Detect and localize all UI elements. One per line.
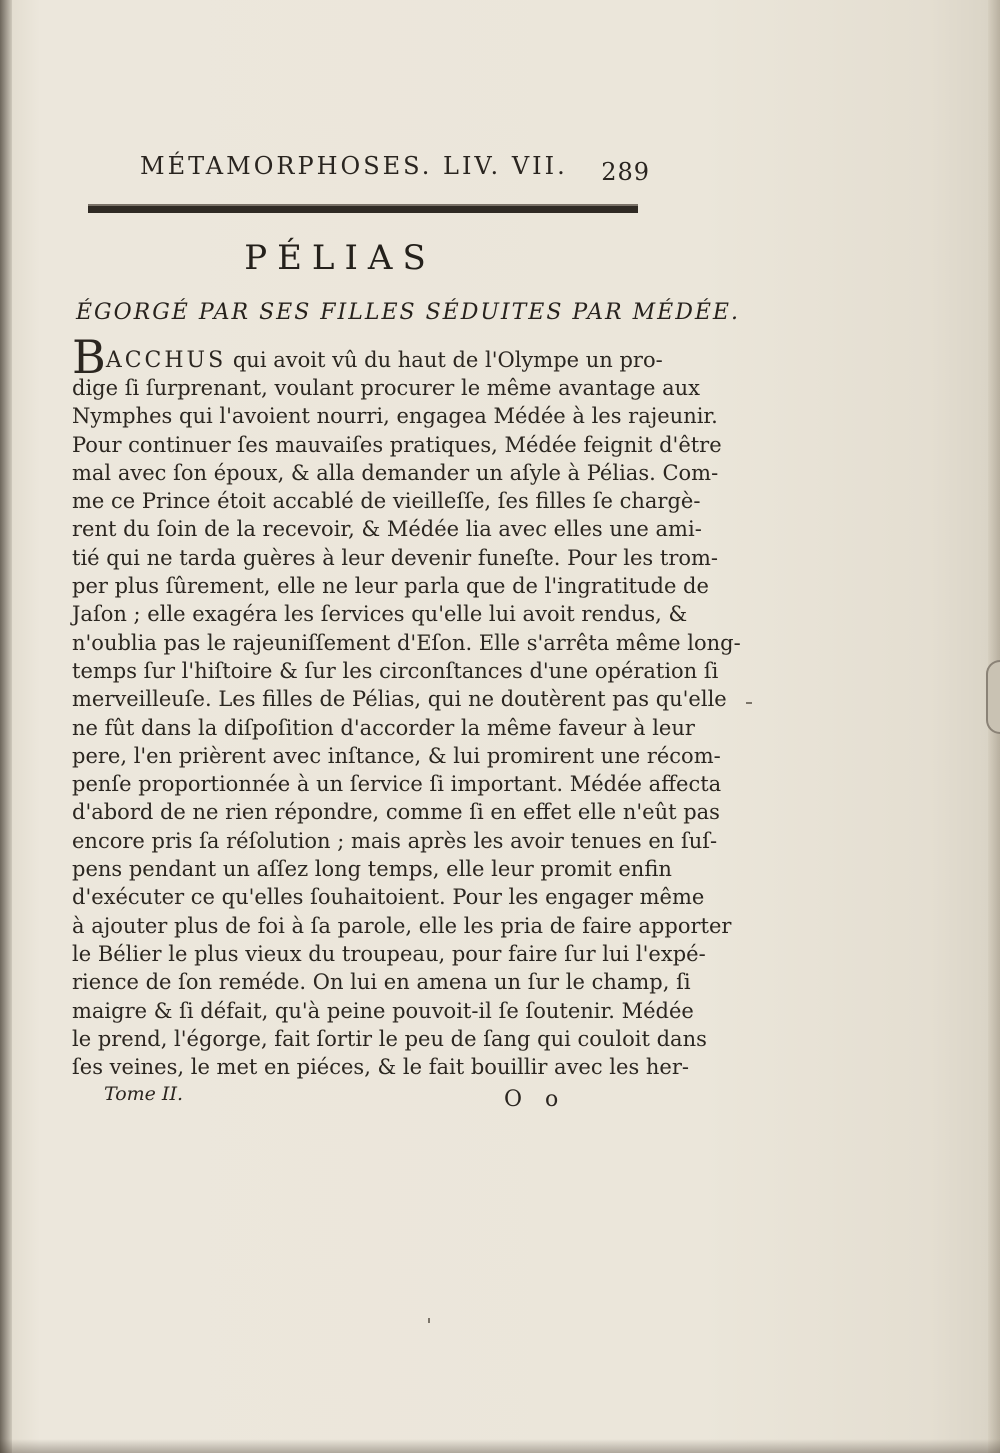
text-line: temps ſur l'hiſtoire & ſur les circonſtances d'une opération ſi: [72, 658, 719, 683]
catchword: O o: [504, 1087, 567, 1112]
text-line: d'exécuter ce qu'elles ſouhaitoient. Pour les engager même: [72, 885, 705, 910]
body-text: [72, 330, 741, 1081]
text-line: le prend, l'égorge, fait ſortir le peu de ſang qui couloit dans: [72, 1026, 707, 1051]
text-line: pens pendant un aſſez long temps, elle leur promit enfin: [72, 857, 672, 882]
chapter-subtitle: ÉGORGÉ PAR SES FILLES SÉDUITES PAR MÉDÉE.: [76, 300, 740, 325]
binding-edge: [0, 0, 12, 1453]
page-shadow: [0, 1439, 1000, 1453]
text-line: merveilleuſe. Les filles de Pélias, qui ne doutèrent pas qu'elle: [72, 687, 727, 712]
page-number: 289: [601, 158, 650, 186]
paper-speck: [428, 1318, 430, 1323]
text-line: pere, l'en prièrent avec inſtance, & lui promirent une récom-: [72, 743, 721, 768]
text-line: Jaſon ; elle exagéra les ſervices qu'elle lui avoit rendus, &: [72, 602, 688, 627]
text-line: maigre & ſi défait, qu'à peine pouvoit-il ſe ſoutenir. Médée: [72, 998, 694, 1023]
drop-cap: B: [72, 330, 106, 384]
text-line: Nymphes qui l'avoient nourri, engagea Médée à les rajeunir.: [72, 404, 718, 429]
header-rule: [88, 204, 638, 213]
first-line-text: qui avoit vû du haut de l'Olympe un pro-: [232, 348, 663, 372]
first-line: [72, 330, 663, 384]
text-line: encore pris ſa réſolution ; mais après les avoir tenues en ſuſ-: [72, 828, 718, 853]
text-line: rent du ſoin de la recevoir, & Médée lia avec elles une ami-: [72, 517, 702, 542]
text-line: per plus ſûrement, elle ne leur parla que de l'ingratitude de: [72, 574, 709, 599]
text-line: le Bélier le plus vieux du troupeau, pour faire ſur lui l'expé-: [72, 941, 706, 966]
text-line: d'abord de ne rien répondre, comme ſi en effet elle n'eût pas: [72, 800, 720, 825]
text-line: dige ſi ſurprenant, voulant procurer le même avantage aux: [72, 376, 700, 400]
text-line: me ce Prince étoit accablé de vieilleſſe, ſes filles ſe chargè-: [72, 489, 701, 514]
first-word: ACCHUS: [105, 348, 227, 373]
text-line: mal avec ſon époux, & alla demander un aſyle à Pélias. Com-: [72, 460, 719, 485]
text-line: penſe proportionnée à un ſervice ſi important. Médée affecta: [72, 772, 722, 797]
text-line: tié qui ne tarda guères à leur devenir funeſte. Pour les trom-: [72, 545, 719, 570]
page-clip: [986, 660, 1000, 734]
running-title: MÉTAMORPHOSES. LIV. VII.: [140, 152, 568, 180]
running-head: [140, 152, 650, 192]
paper-speck: [746, 702, 752, 704]
text-line: ſes veines, le met en piéces, & le fait bouillir avec les her-: [72, 1055, 689, 1080]
text-line: ne fût dans la diſpoſition d'accorder la même faveur à leur: [72, 715, 695, 740]
signature-mark: Tome II.: [104, 1083, 183, 1105]
text-line: n'oublia pas le rajeuniſſement d'Eſon. Elle s'arrêta même long-: [72, 630, 741, 655]
text-line: à ajouter plus de foi à ſa parole, elle les pria de faire apporter: [72, 913, 732, 938]
text-line: Pour continuer ſes mauvaiſes pratiques, Médée feignit d'être: [72, 432, 722, 457]
chapter-title: PÉLIAS: [244, 238, 436, 278]
text-line: rience de ſon reméde. On lui en amena un ſur le champ, ſi: [72, 970, 691, 995]
